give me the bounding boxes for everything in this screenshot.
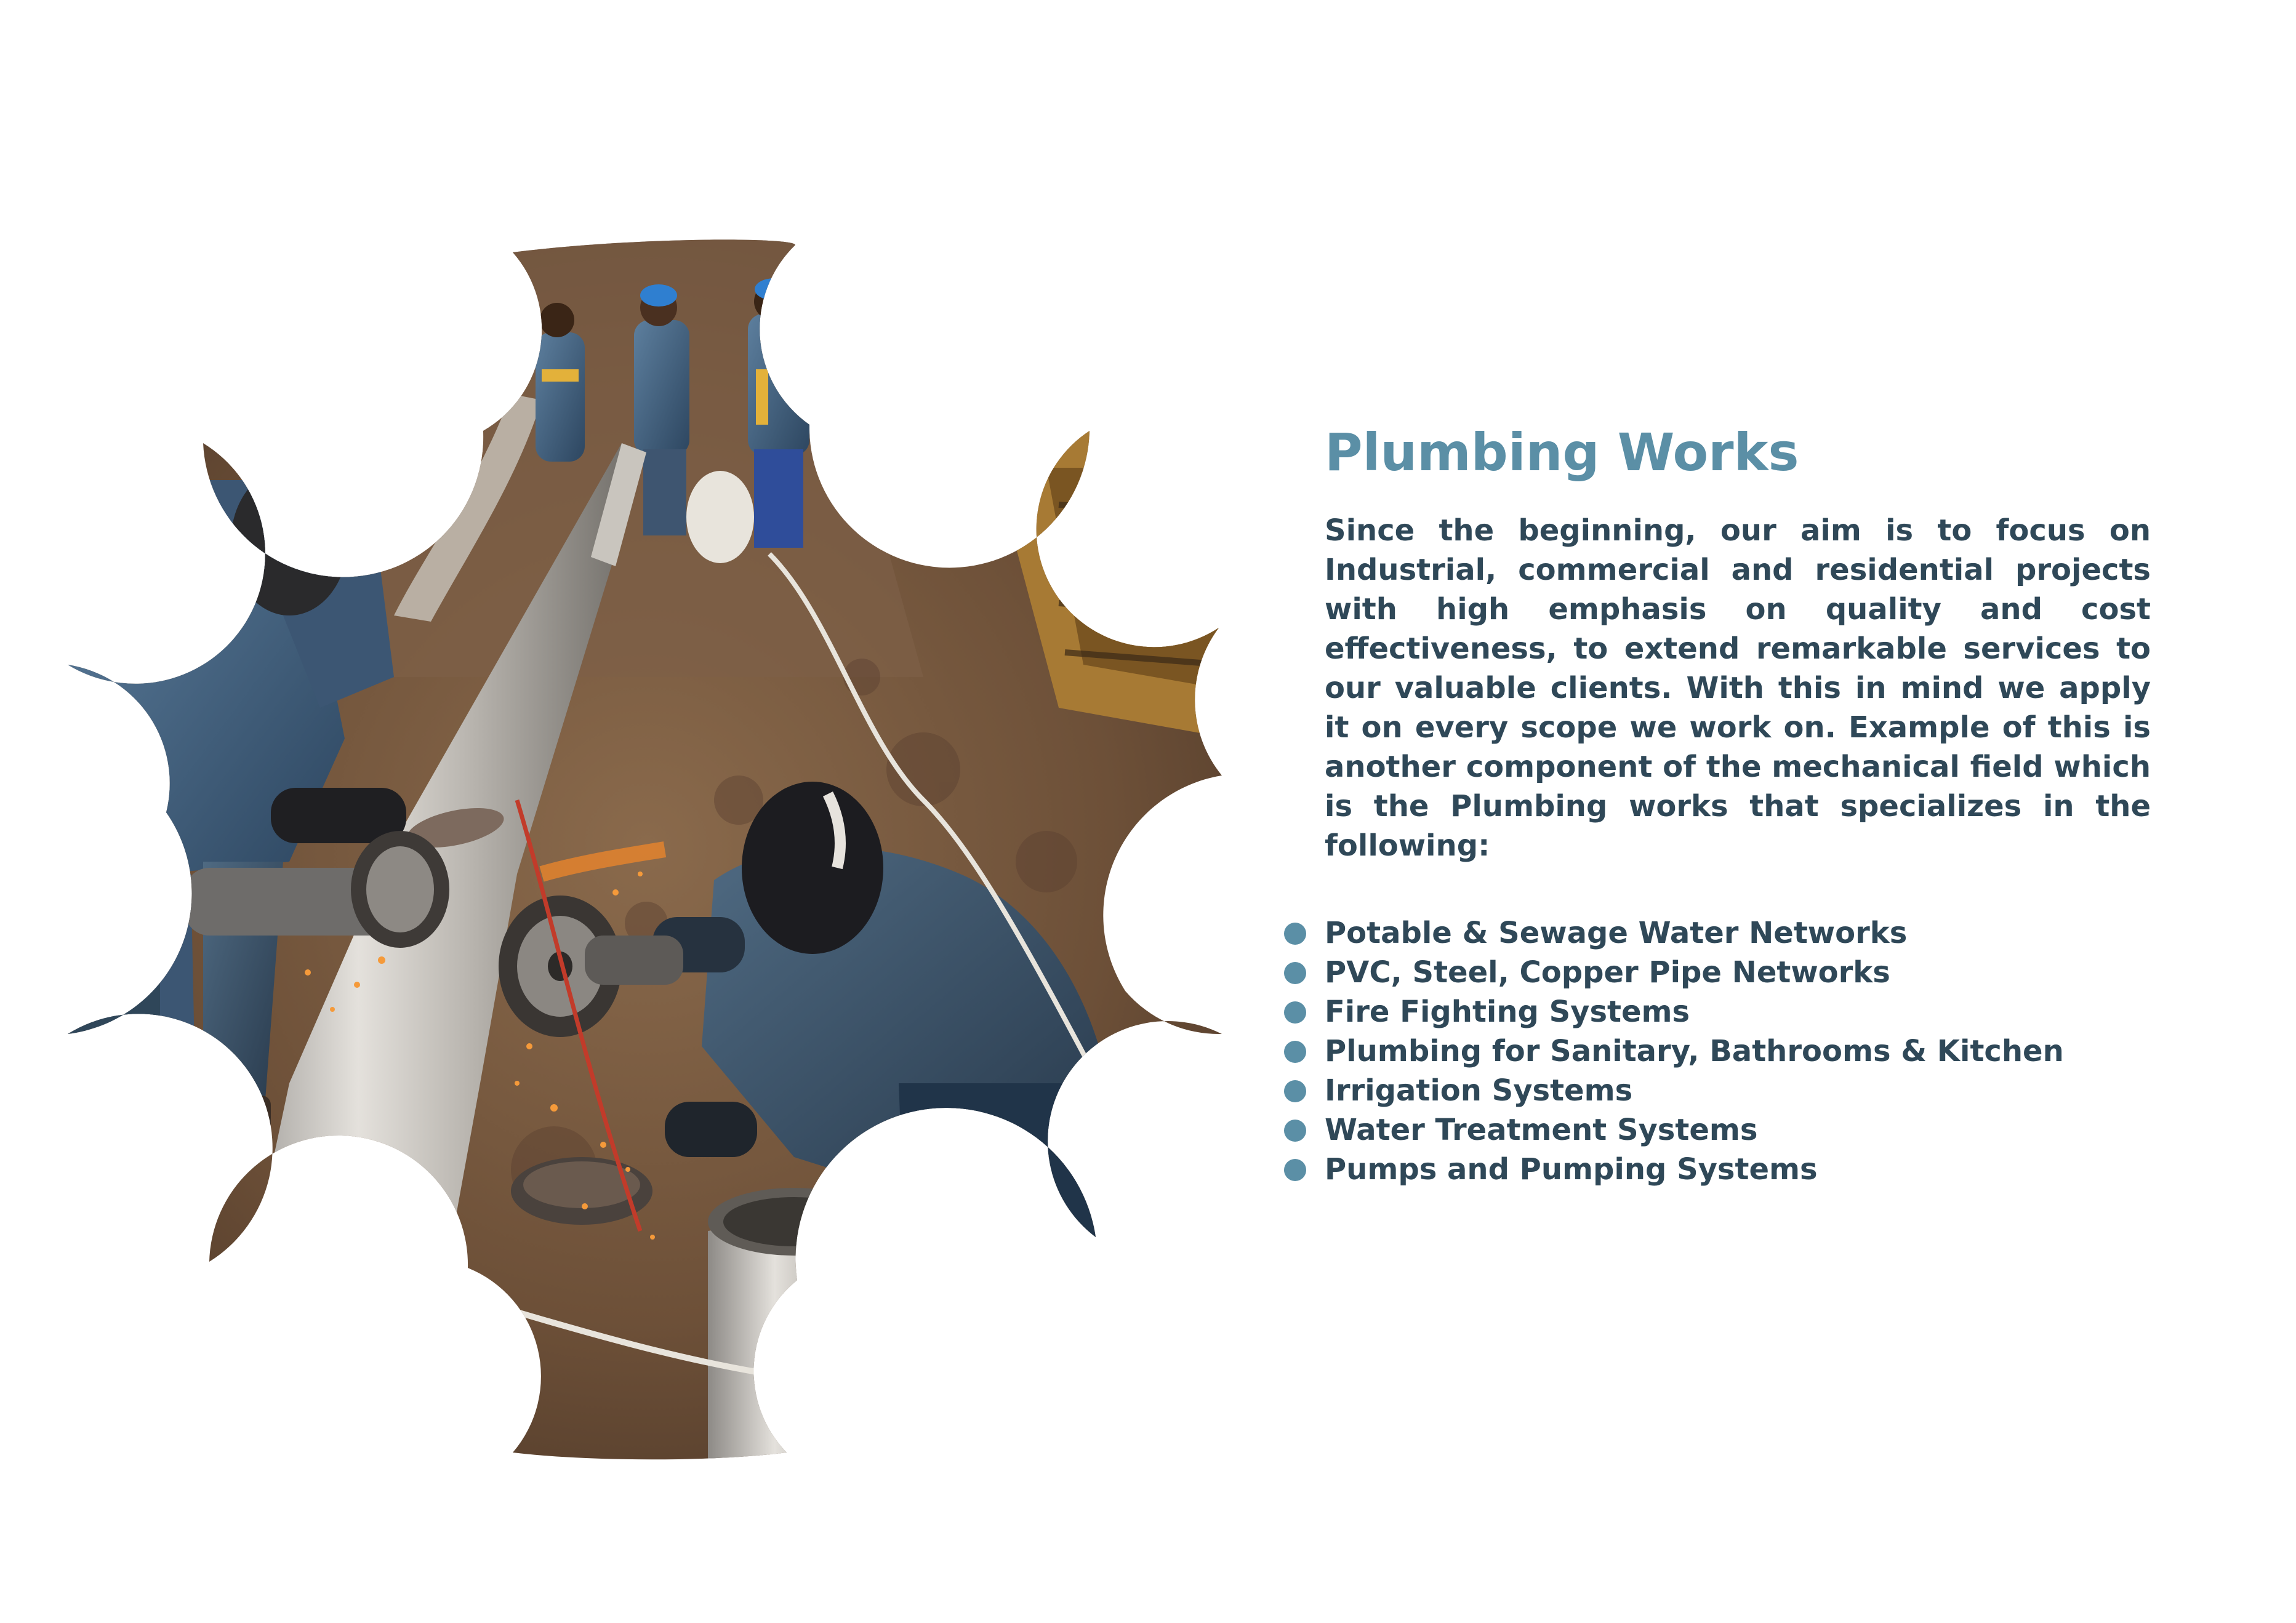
text-column <box>1325 419 2174 1189</box>
list-item <box>1284 913 2133 953</box>
bullet-dot-icon <box>1284 1080 1306 1102</box>
bullet-dot-icon <box>1284 1041 1306 1063</box>
section-title: Plumbing Works <box>1325 422 1799 483</box>
list-item-label: PVC, Steel, Copper Pipe Networks <box>1325 955 1890 990</box>
list-item-label: Pumps and Pumping Systems <box>1325 1152 1818 1187</box>
list-item <box>1284 1150 2133 1189</box>
bullet-dot-icon <box>1284 1159 1306 1181</box>
list-item <box>1284 992 2133 1032</box>
services-list <box>1284 913 2133 1189</box>
list-item-label: Irrigation Systems <box>1325 1073 1633 1108</box>
list-item-label: Potable & Sewage Water Networks <box>1325 916 1908 950</box>
list-item <box>1284 1032 2133 1071</box>
section-paragraph: Since the beginning, our aim is to focus on Industrial, commercial and residential projects with high emphasis on quality and cost effectiveness, to extend remarkable services to our valuable clients. With this in mind we apply it on every scope we work on. Example of this is another component of the mechanical field which is the Plumbing works that specializes in the following: <box>1325 513 2151 863</box>
list-item-label: Water Treatment Systems <box>1325 1113 1758 1147</box>
list-item-label: Fire Fighting Systems <box>1325 995 1690 1029</box>
bullet-dot-icon <box>1284 962 1306 984</box>
bullet-dot-icon <box>1284 1120 1306 1142</box>
bullet-dot-icon <box>1284 923 1306 945</box>
bullet-dot-icon <box>1284 1001 1306 1024</box>
list-item <box>1284 1110 2133 1150</box>
list-item <box>1284 1071 2133 1110</box>
list-item <box>1284 953 2133 992</box>
list-item-label: Plumbing for Sanitary, Bathrooms & Kitchen <box>1325 1034 2064 1068</box>
